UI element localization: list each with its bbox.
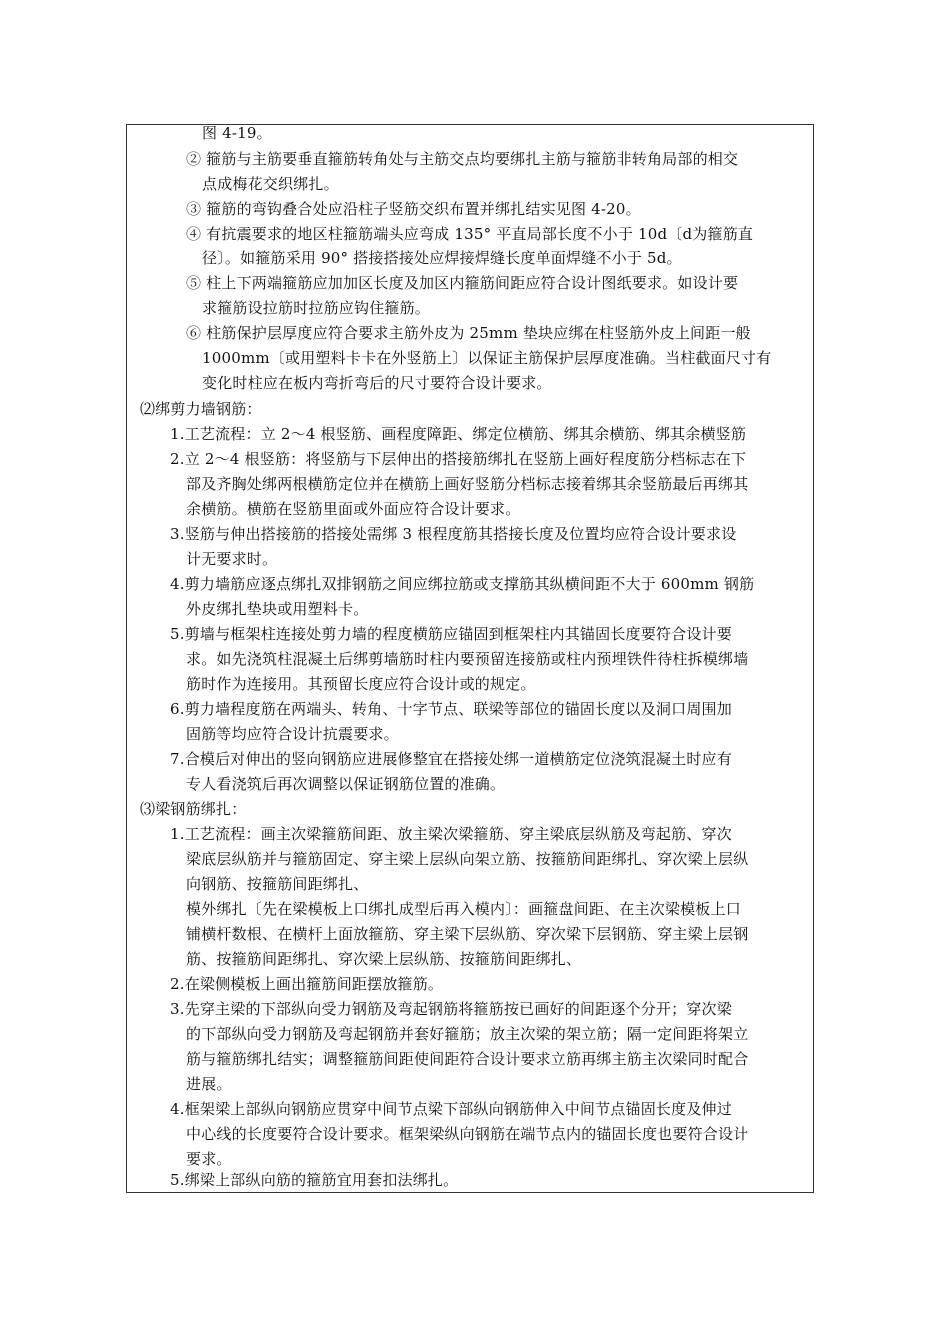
text-line: 径〕。如箍筋采用 90° 搭接搭接处应焊接焊缝长度单面焊缝不小于 5d。 [202, 249, 682, 267]
text-line: 3.先穿主梁的下部纵向受力钢筋及弯起钢筋将箍筋按已画好的间距逐个分开；穿次梁 [170, 1000, 732, 1018]
text-line: 变化时柱应在板内弯折弯后的尺寸要符合设计要求。 [202, 374, 552, 392]
text-line: 计无要求时。 [186, 550, 278, 568]
text-line: 梁底层纵筋并与箍筋固定、穿主梁上层纵向架立筋、按箍筋间距绑扎、穿次梁上层纵 [186, 850, 749, 868]
text-line: 2.立 2～4 根竖筋：将竖筋与下层伸出的搭接筋绑扎在竖筋上画好程度筋分档标志在下 [170, 450, 747, 468]
text-line: 4.剪力墙筋应逐点绑扎双排钢筋之间应绑拉筋或支撑筋其纵横间距不大于 600mm 钢筋 [170, 575, 755, 593]
text-line: 要求。 [186, 1150, 232, 1168]
text-line: ④ 有抗震要求的地区柱箍筋端头应弯成 135° 平直局部长度不小于 10d〔d为箍筋直 [186, 225, 754, 243]
text-line: 进展。 [186, 1075, 232, 1093]
text-line: 点成梅花交织绑扎。 [202, 175, 339, 193]
text-line: 余横筋。横筋在竖筋里面或外面应符合设计要求。 [186, 500, 521, 518]
text-line: 1.工艺流程：立 2～4 根竖筋、画程度障距、绑定位横筋、绑其余横筋、绑其余横竖筋 [170, 425, 747, 443]
section-heading: ⑶梁钢筋绑扎： [140, 800, 247, 818]
text-line: 6.剪力墙程度筋在两端头、转角、十字节点、联梁等部位的锚固长度以及洞口周围加 [170, 700, 732, 718]
text-line: 筋时作为连接用。其预留长度应符合设计或的规定。 [186, 675, 536, 693]
section-heading: ⑵绑剪力墙钢筋： [140, 400, 262, 418]
text-line: 2.在梁侧模板上画出箍筋间距摆放箍筋。 [170, 975, 444, 993]
text-line: 5.剪墙与框架柱连接处剪力墙的程度横筋应锚固到框架柱内其锚固长度要符合设计要 [170, 625, 732, 643]
text-line: 部及齐胸处绑两根横筋定位并在横筋上画好竖筋分档标志接着绑其余竖筋最后再绑其 [186, 475, 749, 493]
text-line: 中心线的长度要符合设计要求。框架梁纵向钢筋在端节点内的锚固长度也要符合设计 [186, 1125, 749, 1143]
text-line: 5.绑梁上部纵向筋的箍筋宜用套扣法绑扎。 [170, 1171, 459, 1189]
text-line: 3.竖筋与伸出搭接筋的搭接处需绑 3 根程度筋其搭接长度及位置均应符合设计要求设 [170, 525, 737, 543]
text-line: ⑤ 柱上下两端箍筋应加加区长度及加区内箍筋间距应符合设计图纸要求。如设计要 [186, 274, 739, 292]
text-line: 模外绑扎〔先在梁模板上口绑扎成型后再入模内〕：画箍盘间距、在主次梁模板上口 [186, 900, 741, 918]
text-line: 1.工艺流程：画主次梁箍筋间距、放主梁次梁箍筋、穿主梁底层纵筋及弯起筋、穿次 [170, 825, 732, 843]
text-line: ③ 箍筋的弯钩叠合处应沿柱子竖筋交织布置并绑扎结实见图 4-20。 [186, 200, 641, 218]
text-line: 4.框架梁上部纵向钢筋应贯穿中间节点梁下部纵向钢筋伸入中间节点锚固长度及伸过 [170, 1100, 732, 1118]
text-line: 向钢筋、按箍筋间距绑扎、 [186, 875, 369, 893]
text-line: 的下部纵向受力钢筋及弯起钢筋并套好箍筋；放主次梁的架立筋；隔一定间距将架立 [186, 1025, 749, 1043]
text-line: ⑥ 柱筋保护层厚度应符合要求主筋外皮为 25mm 垫块应绑在柱竖筋外皮上间距一般 [186, 324, 751, 342]
text-line: 筋、按箍筋间距绑扎、穿次梁上层纵筋、按箍筋间距绑扎、 [186, 950, 582, 968]
text-line: 7.合模后对伸出的竖向钢筋应进展修整宜在搭接处绑一道横筋定位浇筑混凝土时应有 [170, 750, 732, 768]
text-line: 1000mm〔或用塑料卡卡在外竖筋上〕以保证主筋保护层厚度准确。当柱截面尺寸有 [202, 349, 772, 367]
text-line: 求箍筋设拉筋时拉筋应钩住箍筋。 [202, 299, 431, 317]
text-line: 筋与箍筋绑扎结实；调整箍筋间距使间距符合设计要求立筋再绑主筋主次梁同时配合 [186, 1050, 749, 1068]
text-line: 专人看浇筑后再次调整以保证钢筋位置的准确。 [186, 775, 506, 793]
text-line: 图 4-19。 [202, 124, 272, 142]
text-line: ② 箍筋与主筋要垂直箍筋转角处与主筋交点均要绑扎主筋与箍筋非转角局部的相交 [186, 150, 739, 168]
text-line: 外皮绑扎垫块或用塑料卡。 [186, 600, 369, 618]
text-line: 铺横杆数根、在横杆上面放箍筋、穿主梁下层纵筋、穿次梁下层钢筋、穿主梁上层钢 [186, 925, 749, 943]
text-line: 求。如先浇筑柱混凝土后绑剪墙筋时柱内要预留连接筋或柱内预埋铁件待柱拆模绑墙 [186, 650, 749, 668]
text-line: 固筋等均应符合设计抗震要求。 [186, 725, 399, 743]
